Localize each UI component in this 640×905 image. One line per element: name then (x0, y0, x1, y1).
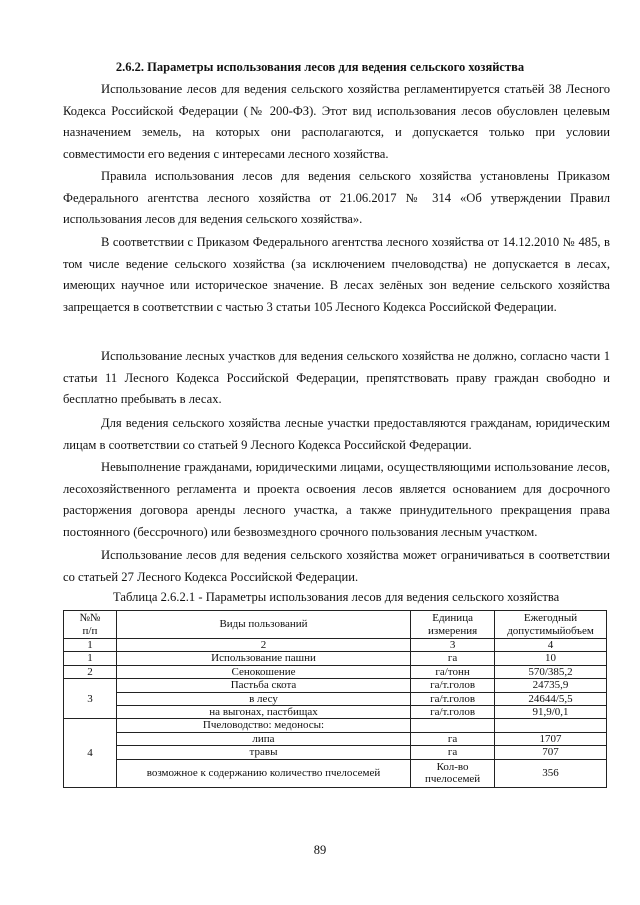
row-number: 3 (64, 679, 117, 719)
table-row (64, 652, 607, 665)
header-annual-line1: Ежегодный (523, 612, 578, 625)
row-value (495, 719, 607, 732)
row-number: 1 (64, 652, 117, 665)
header-unit (411, 611, 495, 639)
row-number: 4 (64, 719, 117, 787)
row-number: 2 (64, 665, 117, 678)
table-header-row (64, 611, 607, 639)
column-number-row (64, 639, 607, 652)
table-row (64, 746, 607, 759)
paragraph-6: Невыполнение гражданами, юридическими лицами, осуществляющими использование лесов, лесохозяйственного регламента и проекта освоения лесов является основанием для досрочного расторжения договора аренды лесного участка, а также принудительного прекращения права постоянного (бессрочного) или безвозмездного срочного пользования лесным участком. (63, 460, 610, 539)
row-name: липа (116, 732, 410, 745)
row-name: травы (116, 746, 410, 759)
row-unit (411, 719, 495, 732)
header-annual-line2: допустимыйобъем (507, 624, 594, 637)
paragraph-4: Использование лесных участков для ведения сельского хозяйства не должно, согласно части 1 статьи 11 Лесного Кодекса Российской Федерации, препятствовать праву граждан свободно и бесплатно пребывать в лесах. (63, 349, 610, 407)
row-value: 24735,9 (495, 679, 607, 692)
paragraph-1: Использование лесов для ведения сельского хозяйства регламентируется статьёй 38 Лесного Кодекса Российской Федерации (№ 200-ФЗ). Этот вид использования лесов обусловлен целевым назначением земель, на которых они располагаются, и допускается только при условии совместимости его ведения с интересами лесного хозяйства. (63, 82, 610, 161)
header-annual (495, 611, 607, 639)
row-value: 1707 (495, 732, 607, 745)
section-heading: 2.6.2. Параметры использования лесов для ведения сельского хозяйства (115, 60, 525, 74)
table-row (64, 692, 607, 705)
row-name: Сенокошение (116, 665, 410, 678)
row-unit: га (411, 652, 495, 665)
header-number-line1: №№ (79, 612, 101, 625)
row-value: 91,9/0,1 (495, 706, 607, 719)
paragraph-7: Использование лесов для ведения сельского хозяйства может ограничиваться в соответствии со статьей 27 Лесного Кодекса Российской Федерации. (63, 548, 610, 584)
table-row (64, 719, 607, 732)
row-name: на выгонах, пастбищах (116, 706, 410, 719)
table-row (64, 759, 607, 787)
row-unit: га (411, 732, 495, 745)
row-name: Использование пашни (116, 652, 410, 665)
row-unit-line1: Кол-во (436, 760, 469, 773)
row-value: 10 (495, 652, 607, 665)
table-row (64, 665, 607, 678)
row-unit: га (411, 746, 495, 759)
header-unit-line2: измерения (428, 624, 478, 637)
paragraph-3: В соответствии с Приказом Федерального агентства лесного хозяйства от 14.12.2010 № 485, в том числе ведение сельского хозяйства (за исключением пчеловодства) не допускается в лесах, имеющих научное или историческое значение. В лесах зелёных зон ведение сельского хозяйства запрещается в соответствии с частью 3 статьи 105 Лесного Кодекса Российской Федерации. (63, 235, 610, 314)
column-number: 2 (116, 639, 410, 652)
row-unit (411, 759, 495, 787)
table-row (64, 706, 607, 719)
header-unit-line1: Единица (432, 612, 473, 625)
table-row (64, 732, 607, 745)
table-caption: Таблица 2.6.2.1 - Параметры использования лесов для ведения сельского хозяйства (113, 590, 560, 604)
column-number: 1 (64, 639, 117, 652)
row-value: 356 (495, 759, 607, 787)
table-row (64, 679, 607, 692)
row-name: Пастьба скота (116, 679, 410, 692)
row-name: возможное к содержанию количество пчелосемей (116, 759, 410, 787)
header-number-line2: п/п (82, 624, 98, 637)
row-name: Пчеловодство: медоносы: (116, 719, 410, 732)
header-types: Виды пользований (116, 611, 410, 639)
page-number: 89 (313, 843, 327, 857)
row-unit: га/т.голов (411, 706, 495, 719)
row-unit-line2: пчелосемей (424, 773, 481, 786)
paragraph-2: Правила использования лесов для ведения сельского хозяйства установлены Приказом Федерального агентства лесного хозяйства от 21.06.2017 № 314 «Об утверждении Правил использования лесов для ведения сельского хозяйства». (63, 169, 610, 227)
column-number: 3 (411, 639, 495, 652)
parameters-table (63, 610, 607, 788)
paragraph-5: Для ведения сельского хозяйства лесные участки предоставляются гражданам, юридическим лицам в соответствии со статьей 9 Лесного Кодекса Российской Федерации. (63, 416, 610, 452)
row-name: в лесу (116, 692, 410, 705)
row-unit: га/т.голов (411, 692, 495, 705)
row-unit: га/тонн (411, 665, 495, 678)
header-number (64, 611, 117, 639)
row-value: 570/385,2 (495, 665, 607, 678)
column-number: 4 (495, 639, 607, 652)
row-value: 24644/5,5 (495, 692, 607, 705)
row-value: 707 (495, 746, 607, 759)
row-unit: га/т.голов (411, 679, 495, 692)
